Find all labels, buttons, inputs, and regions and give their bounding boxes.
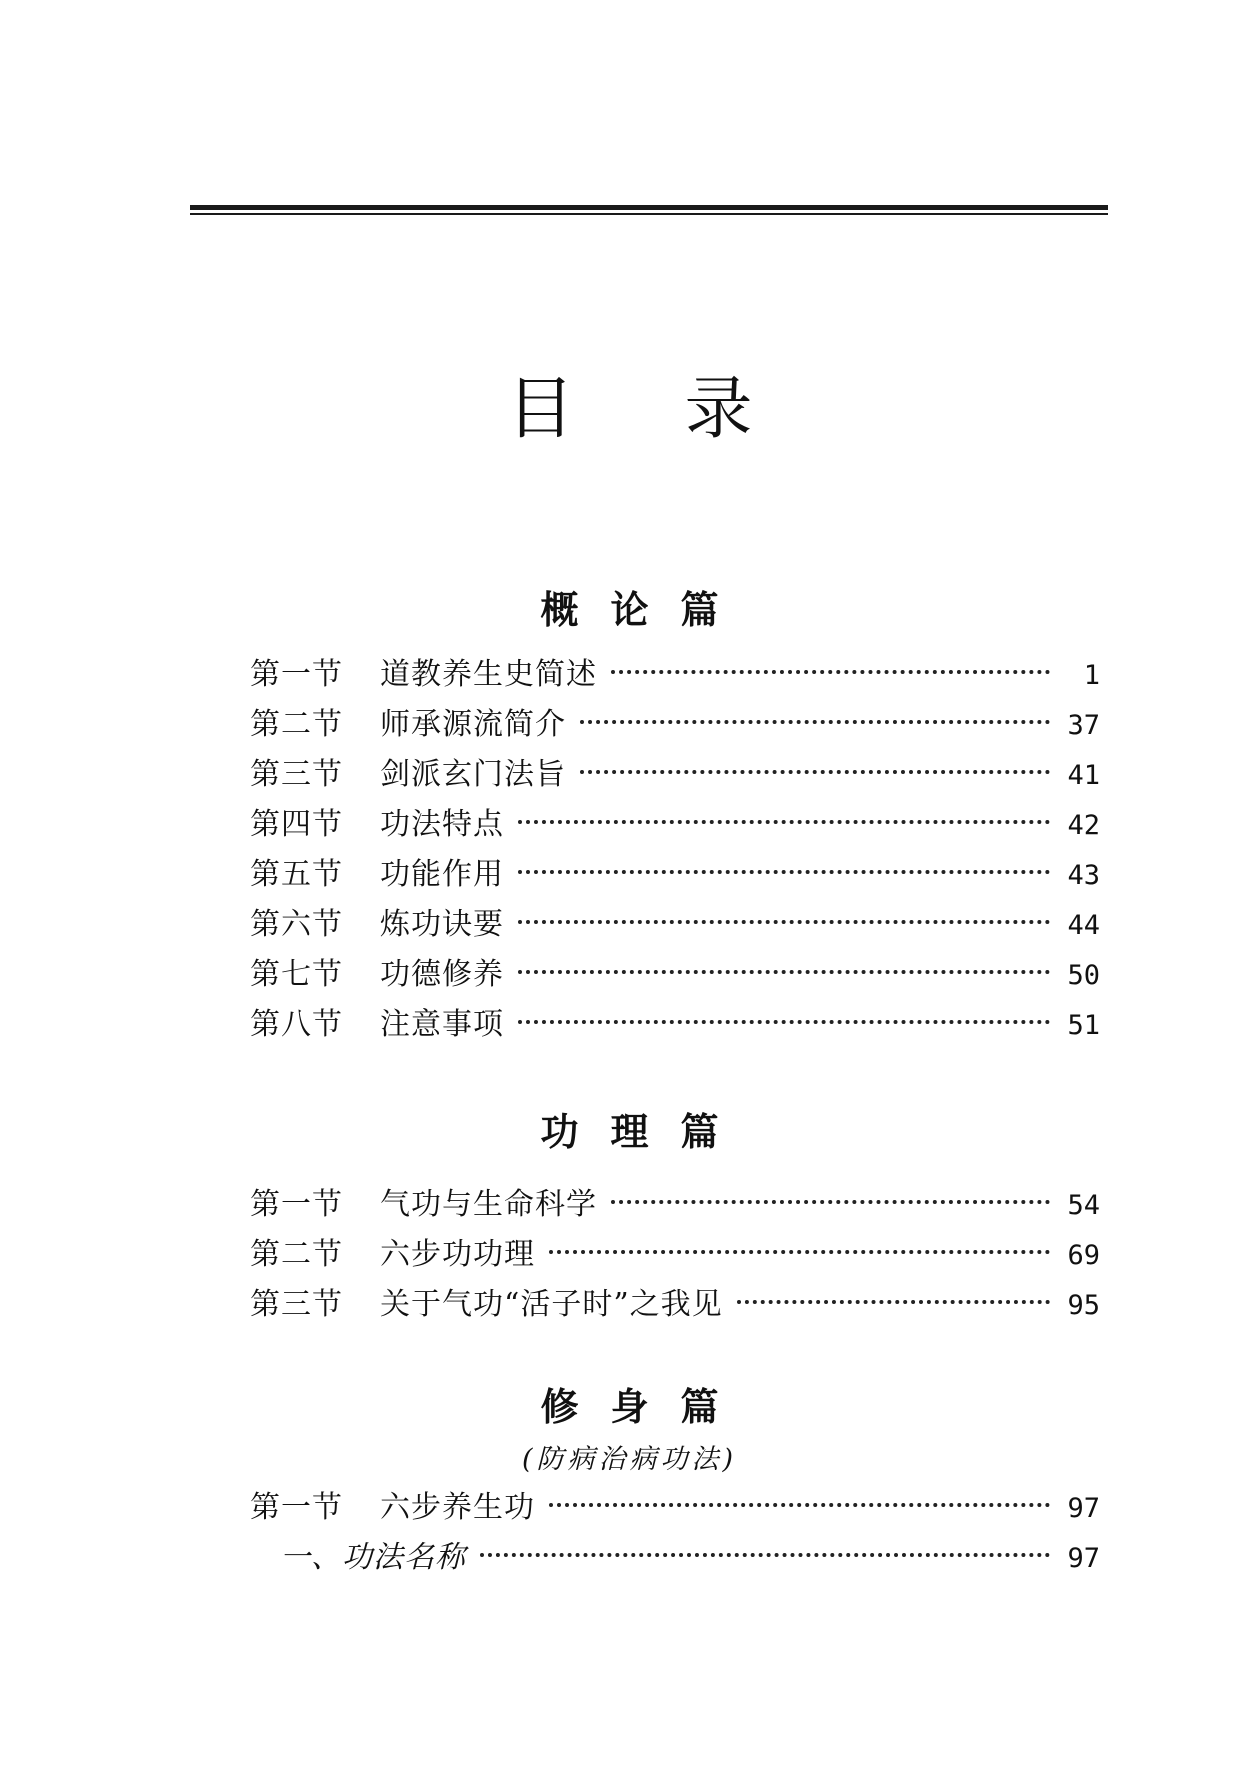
toc-entry-number: 第一节 — [250, 657, 343, 692]
toc-entry-page: 54 — [1067, 1190, 1100, 1221]
section-title-xiushen: 修身篇 — [540, 1385, 751, 1429]
toc-section-gailun — [250, 655, 1100, 1055]
toc-entry-number: 第二节 — [250, 707, 343, 742]
toc-entry-page: 97 — [1067, 1543, 1100, 1574]
toc-row[interactable] — [250, 855, 1100, 905]
toc-row[interactable] — [250, 955, 1100, 1005]
dot-leader — [611, 670, 1050, 674]
header-rule — [190, 205, 1108, 210]
toc-row[interactable] — [250, 1488, 1100, 1538]
toc-entry-number: 第五节 — [250, 857, 343, 892]
toc-row[interactable] — [250, 705, 1100, 755]
toc-entry-page: 51 — [1067, 1010, 1100, 1041]
toc-entry-title: 功德修养 — [380, 957, 504, 992]
toc-row[interactable] — [250, 1005, 1100, 1055]
toc-entry-page: 43 — [1067, 860, 1100, 891]
toc-entry-title: 师承源流简介 — [380, 707, 566, 742]
toc-entry-page: 37 — [1067, 710, 1100, 741]
toc-entry-title: 功法特点 — [380, 807, 504, 842]
toc-row[interactable] — [250, 1285, 1100, 1335]
toc-row-subsection[interactable] — [250, 1538, 1100, 1588]
toc-entry-title: 六步养生功 — [380, 1490, 535, 1525]
toc-entry-page: 42 — [1067, 810, 1100, 841]
dot-leader — [737, 1300, 1050, 1304]
toc-row[interactable] — [250, 805, 1100, 855]
toc-row[interactable] — [250, 1185, 1100, 1235]
toc-entry-page: 69 — [1067, 1240, 1100, 1271]
toc-entry-page: 97 — [1067, 1493, 1100, 1524]
toc-entry-page: 50 — [1067, 960, 1100, 991]
page-title: 目录 — [506, 370, 863, 449]
toc-row[interactable] — [250, 905, 1100, 955]
toc-row[interactable] — [250, 655, 1100, 705]
toc-entry-page: 95 — [1067, 1290, 1100, 1321]
toc-entry-title: 关于气功“活子时”之我见 — [380, 1287, 723, 1322]
toc-entry-number: 第二节 — [250, 1237, 343, 1272]
toc-entry-page: 41 — [1067, 760, 1100, 791]
toc-entry-number: 第八节 — [250, 1007, 343, 1042]
dot-leader — [580, 720, 1050, 724]
toc-entry-title: 道教养生史简述 — [380, 657, 597, 692]
section-subtitle: (防病治病功法) — [521, 1444, 738, 1475]
toc-entry-number: 第七节 — [250, 957, 343, 992]
dot-leader — [549, 1250, 1050, 1254]
toc-entry-title: 炼功诀要 — [380, 907, 504, 942]
dot-leader — [518, 870, 1050, 874]
toc-entry-number: 第三节 — [250, 757, 343, 792]
dot-leader — [518, 970, 1050, 974]
toc-entry-number: 第一节 — [250, 1490, 343, 1525]
toc-row[interactable] — [250, 755, 1100, 805]
toc-entry-number: 第六节 — [250, 907, 343, 942]
dot-leader — [518, 920, 1050, 924]
dot-leader — [549, 1503, 1050, 1507]
toc-section-xiushen — [250, 1488, 1100, 1588]
toc-entry-number: 第三节 — [250, 1287, 343, 1322]
toc-row[interactable] — [250, 1235, 1100, 1285]
toc-entry-page: 1 — [1083, 660, 1100, 691]
toc-entry-title: 气功与生命科学 — [380, 1187, 597, 1222]
toc-section-gongli — [250, 1185, 1100, 1335]
dot-leader — [518, 1020, 1050, 1024]
section-title-gongli: 功理篇 — [540, 1110, 751, 1154]
dot-leader — [580, 770, 1050, 774]
toc-entry-title: 剑派玄门法旨 — [380, 757, 566, 792]
header-rule-thin — [190, 213, 1108, 215]
dot-leader — [480, 1553, 1050, 1557]
dot-leader — [518, 820, 1050, 824]
toc-entry-number: 第一节 — [250, 1187, 343, 1222]
section-title-gailun: 概论篇 — [540, 588, 751, 632]
dot-leader — [611, 1200, 1050, 1204]
toc-entry-title: 一、功法名称 — [280, 1540, 466, 1575]
toc-entry-page: 44 — [1067, 910, 1100, 941]
toc-entry-title: 注意事项 — [380, 1007, 504, 1042]
toc-entry-title: 功能作用 — [380, 857, 504, 892]
toc-entry-title: 六步功功理 — [380, 1237, 535, 1272]
toc-entry-number: 第四节 — [250, 807, 343, 842]
